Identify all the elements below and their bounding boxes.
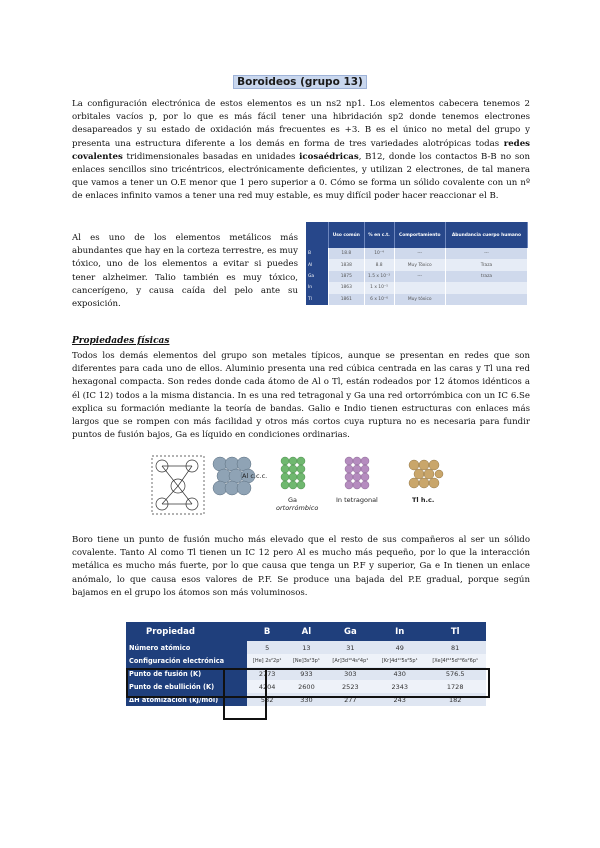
section-heading: Propiedades físicas <box>72 336 170 346</box>
table-cell: 2343 <box>375 680 424 693</box>
properties-header: Ga <box>326 622 376 641</box>
abundance-header <box>306 222 329 248</box>
table-cell: 2773 <box>247 667 287 680</box>
table-cell: [Ar]3d¹⁰4s²4p¹ <box>326 654 376 667</box>
table-cell: 31 <box>326 641 376 654</box>
table-cell: Número atómico <box>126 641 247 654</box>
table-cell: 1 x 10⁻⁵ <box>364 282 394 293</box>
boron-icosahedral-structure-drawing <box>148 452 208 518</box>
table-cell: traza <box>445 271 527 282</box>
ga-structure-caption: Ga <box>288 496 298 504</box>
tl-structure-caption: Tl h.c. <box>412 496 435 504</box>
table-cell: 18.8 <box>329 248 365 259</box>
table-cell: [Kr]4d¹⁰5s²5p¹ <box>375 654 424 667</box>
table-cell: 1728 <box>424 680 486 693</box>
table-row <box>126 641 486 654</box>
table-cell: Muy Tóxico <box>394 259 445 270</box>
table-cell: 1838 <box>329 259 365 270</box>
table-row <box>126 693 486 706</box>
table-cell <box>445 282 527 293</box>
table-cell: --- <box>394 248 445 259</box>
table-cell: 1.5 x 10⁻³ <box>364 271 394 282</box>
table-cell: 303 <box>326 667 376 680</box>
table-cell: [He] 2s²2p¹ <box>247 654 287 667</box>
table-cell: 4204 <box>247 680 287 693</box>
properties-header: Propiedad <box>126 622 247 641</box>
abundance-header: Comportamiento <box>394 222 445 248</box>
abundance-header: % en c.t. <box>364 222 394 248</box>
table-cell: B <box>306 248 329 259</box>
table-row <box>126 680 486 693</box>
properties-header-row <box>126 622 486 641</box>
table-cell: --- <box>394 271 445 282</box>
abundance-header: Uso común <box>329 222 365 248</box>
table-row <box>306 248 528 259</box>
properties-header: Al <box>287 622 325 641</box>
intro-paragraph <box>72 98 530 204</box>
properties-table <box>126 622 486 706</box>
table-row <box>306 259 528 270</box>
table-cell <box>394 282 445 293</box>
table-row <box>306 294 528 305</box>
table-cell: Traza <box>445 259 527 270</box>
table-cell: Punto de fusión (K) <box>126 667 247 680</box>
table-row <box>126 654 486 667</box>
properties-header: Tl <box>424 622 486 641</box>
table-row <box>126 667 486 680</box>
table-cell: 933 <box>287 667 325 680</box>
page-title: Boroideos (grupo 13) <box>233 75 367 89</box>
tl-hcp-structure-drawing <box>408 458 444 492</box>
table-cell: Ga <box>306 271 329 282</box>
title-bar <box>0 70 600 89</box>
table-cell: 330 <box>287 693 325 706</box>
al-structure-caption: Al c.c.c. <box>242 472 268 480</box>
table-cell: 576.5 <box>424 667 486 680</box>
properties-header: In <box>375 622 424 641</box>
table-cell: 582 <box>247 693 287 706</box>
table-cell: Al <box>306 259 329 270</box>
table-cell: 243 <box>375 693 424 706</box>
table-cell <box>445 294 527 305</box>
table-cell: 1863 <box>329 282 365 293</box>
table-cell: In <box>306 282 329 293</box>
properties-header: B <box>247 622 287 641</box>
melting-point-paragraph: Boro tiene un punto de fusión mucho más elevado que el resto de sus compañeros al ser un sólido covalente. Tanto Al como Tl tienen un IC 12 pero Al es mucho más pequeño, por lo que la interacción metálica es mucho más fuerte, por lo que causa que tenga un P.F y superior, Ga e In tienen un enlace anómalo, lo que causa esos valores de P.F. Se produce una bajada del P.E gradual, porque según bajamos en el grupo los átomos son más voluminosos. <box>72 535 530 598</box>
table-cell: 2523 <box>326 680 376 693</box>
in-tetragonal-structure-drawing <box>344 456 374 492</box>
table-cell: 2600 <box>287 680 325 693</box>
table-row <box>306 282 528 293</box>
table-cell: [Xe]4f¹⁴5d¹⁰6s²6p¹ <box>424 654 486 667</box>
table-cell: 5 <box>247 641 287 654</box>
table-cell: 49 <box>375 641 424 654</box>
ga-structure-subcaption: ortorrómbico <box>276 504 319 512</box>
table-cell: Configuración electrónica <box>126 654 247 667</box>
in-structure-caption: In tetragonal <box>336 496 378 504</box>
table-cell: 6 x 10⁻⁶ <box>364 294 394 305</box>
physical-properties-paragraph: Todos los demás elementos del grupo son metales típicos, aunque se presentan en redes que son diferentes para cada uno de ellos. Aluminio presenta una red cúbica centrada en las caras y Tl una red hexagonal compacta. Son redes donde cada átomo de Al o Tl, están rodeados por 12 átomos idénticos a él (IC 12) todos a la misma distancia. In es una red tetragonal y Ga una red ortorrómbica con un IC 6.Se explica su formación mediante la teoría de bandas. Galio e Indio tienen estructuras con enlaces más largos que se rompen con más facilidad y otros más cortos cuya ruptura no es necesaria para fundir puntos de fusión bajos, Ga es líquido en condiciones ordinarias. <box>72 351 530 441</box>
intro-bold-2: icosaédricas <box>299 151 359 162</box>
toxicity-paragraph: Al es uno de los elementos metálicos más abundantes que hay en la corteza terrestre, es muy tóxico, uno de los elementos a evitar si puedes tener alzheimer. Talio también es muy tóxico, cancerígeno, y causa caída del pelo ante su exposición. <box>72 233 298 310</box>
table-cell: 81 <box>424 641 486 654</box>
table-cell: Tl <box>306 294 329 305</box>
table-cell: 1861 <box>329 294 365 305</box>
ga-orthorhombic-structure-drawing <box>280 456 310 494</box>
abundance-header-row <box>306 222 528 248</box>
intro-bold-1: redes covalentes <box>72 138 530 162</box>
table-cell: Muy tóxico <box>394 294 445 305</box>
table-row <box>306 271 528 282</box>
table-cell: 1875 <box>329 271 365 282</box>
table-cell: --- <box>445 248 527 259</box>
intro-text-3: , B12, donde los contactos B-B no son enlaces sencillos sino tricéntricos, electrónicamente deficientes, y utilizan 2 electrones, de tal manera que vamos a tener un O.E menor que 1 pero superior a 0. Cómo se forma un sólido covalente con un nº de enlaces infinito vamos a tener una red muy estable, es muy difícil poder hacer reaccionar el B. <box>72 151 530 202</box>
table-cell: ΔH atomización (kJ/mol) <box>126 693 247 706</box>
table-cell: 430 <box>375 667 424 680</box>
intro-text-1: La configuración electrónica de estos elementos es un ns2 np1. Los elementos cabecera tenemos 2 orbitales vacíos p, por lo que es más fácil tener una hibridación sp2 donde tenemos electrones desapareados y su estado de oxidación más frecuentes es +3. B es el único no metal del grupo y presenta una estructura diferente a los demás en forma de tres variedades alotrópicas todas <box>72 99 530 149</box>
abundance-header: Abundancia cuerpo humano <box>445 222 527 248</box>
table-cell: 10⁻⁴ <box>364 248 394 259</box>
table-cell: 277 <box>326 693 376 706</box>
table-cell: 8.8 <box>364 259 394 270</box>
table-cell: 13 <box>287 641 325 654</box>
intro-text-2: tridimensionales basadas en unidades <box>122 151 300 162</box>
table-cell: [Ne]3s²3p¹ <box>287 654 325 667</box>
abundance-table <box>306 222 528 305</box>
table-cell: 182 <box>424 693 486 706</box>
table-cell: Punto de ebullición (K) <box>126 680 247 693</box>
